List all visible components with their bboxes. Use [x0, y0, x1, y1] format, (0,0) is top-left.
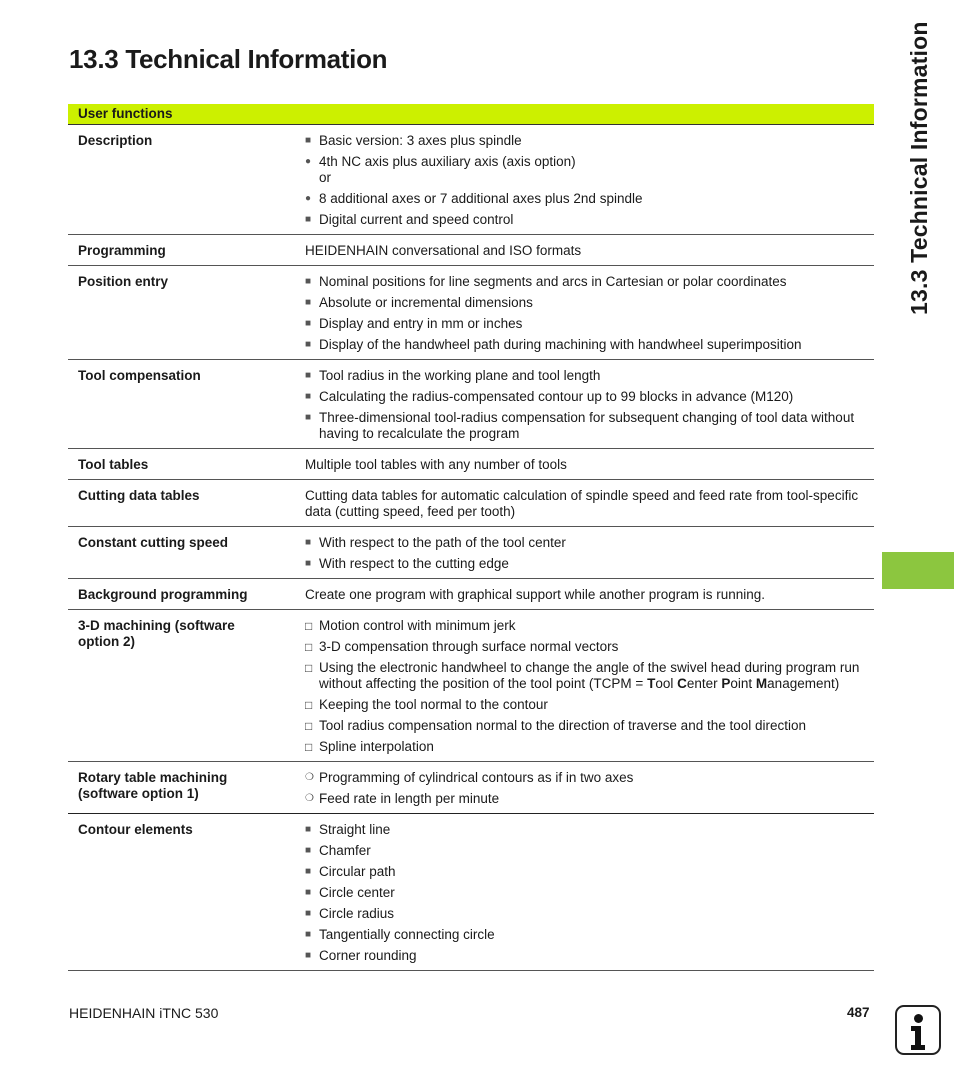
list-item	[305, 843, 874, 859]
list-item	[305, 948, 874, 964]
row-label: Tool tables	[78, 457, 149, 472]
row-label: 3-D machining (software option 2)	[78, 618, 235, 649]
square-bullet-icon: ■	[305, 412, 312, 423]
list-item-text: Spline interpolation	[319, 739, 434, 754]
list-item	[305, 154, 874, 170]
row-label: Rotary table machining (software option 1)	[78, 770, 228, 801]
row-text: Create one program with graphical support while another program is running.	[305, 587, 765, 602]
square-bullet-icon: ■	[305, 887, 312, 898]
square-bullet-icon: ■	[305, 391, 312, 402]
table-row	[68, 814, 874, 971]
row-label: Contour elements	[78, 822, 193, 837]
user-functions-table	[68, 104, 874, 971]
list-item-text: Circular path	[319, 864, 396, 879]
box-bullet-icon: □	[305, 661, 313, 675]
footer-product-name: HEIDENHAIN iTNC 530	[69, 1005, 219, 1021]
square-bullet-icon: ■	[305, 558, 312, 569]
table-row	[68, 527, 874, 579]
row-content	[305, 579, 874, 609]
footer-page-number: 487	[847, 1005, 870, 1020]
list-item-text: Tool radius in the working plane and tool length	[319, 368, 601, 383]
list-item	[305, 770, 874, 786]
or-separator: or	[319, 170, 332, 185]
table-row	[68, 449, 874, 480]
row-label: Programming	[78, 243, 166, 258]
table-row	[68, 235, 874, 266]
box-bullet-icon: □	[305, 740, 313, 754]
box-bullet-icon: □	[305, 640, 313, 654]
square-bullet-icon: ■	[305, 929, 312, 940]
list-item	[305, 618, 874, 634]
list-item-text: Motion control with minimum jerk	[319, 618, 516, 633]
list-item	[305, 660, 874, 692]
table-row	[68, 610, 874, 762]
list-item-text: Using the electronic handwheel to change the angle of the swivel head during program run without affecting the position of the tool point (TCPM = Tool Center Point Management)	[319, 660, 860, 691]
list-item	[305, 191, 874, 207]
row-label: Cutting data tables	[78, 488, 200, 503]
square-bullet-icon: ■	[305, 276, 312, 287]
square-bullet-icon: ■	[305, 824, 312, 835]
table-row	[68, 480, 874, 527]
square-bullet-icon: ■	[305, 135, 312, 146]
row-label: Tool compensation	[78, 368, 201, 383]
list-item-text: 3-D compensation through surface normal vectors	[319, 639, 619, 654]
circle-bullet-icon: ●	[305, 193, 312, 204]
list-item	[305, 791, 874, 807]
table-rows	[68, 125, 874, 971]
table-row	[68, 266, 874, 360]
list-item	[305, 639, 874, 655]
row-content	[305, 266, 874, 359]
row-label: Position entry	[78, 274, 169, 289]
row-content	[305, 235, 874, 265]
list-item	[305, 212, 874, 228]
square-bullet-icon: ■	[305, 339, 312, 350]
row-label: Description	[78, 133, 153, 148]
table-row	[68, 360, 874, 449]
list-item-text: Keeping the tool normal to the contour	[319, 697, 548, 712]
list-item	[305, 535, 874, 551]
list-item-text: With respect to the path of the tool center	[319, 535, 566, 550]
info-icon	[895, 1005, 941, 1055]
table-row	[68, 125, 874, 235]
page-title: 13.3 Technical Information	[69, 44, 388, 74]
list-item	[305, 906, 874, 922]
info-icon-stem	[909, 1026, 927, 1050]
table-row	[68, 762, 874, 814]
list-item	[305, 697, 874, 713]
square-bullet-icon: ■	[305, 845, 312, 856]
list-item	[305, 337, 874, 353]
list-item-text: Three-dimensional tool-radius compensation for subsequent changing of tool data without having to recalculate the program	[319, 410, 855, 441]
row-text: Cutting data tables for automatic calculation of spindle speed and feed rate from tool-specific data (cutting speed, feed per tooth)	[305, 488, 859, 519]
square-bullet-icon: ■	[305, 908, 312, 919]
list-item-text: Digital current and speed control	[319, 212, 514, 227]
row-content	[305, 527, 874, 578]
list-item-text: Display and entry in mm or inches	[319, 316, 523, 331]
list-item	[305, 556, 874, 572]
row-text: Multiple tool tables with any number of tools	[305, 457, 567, 472]
square-bullet-icon: ■	[305, 370, 312, 381]
row-content	[305, 360, 874, 448]
list-item-text: Feed rate in length per minute	[319, 791, 500, 806]
list-item-text: With respect to the cutting edge	[319, 556, 509, 571]
list-item	[305, 718, 874, 734]
row-content	[305, 125, 874, 234]
list-item-text: Display of the handwheel path during machining with handwheel superimposition	[319, 337, 802, 352]
list-item	[305, 274, 874, 290]
list-item-text: Circle center	[319, 885, 395, 900]
square-bullet-icon: ■	[305, 950, 312, 961]
row-label: Constant cutting speed	[78, 535, 229, 550]
list-item	[305, 864, 874, 880]
list-item	[305, 822, 874, 838]
square-bullet-icon: ■	[305, 866, 312, 877]
row-content	[305, 610, 874, 761]
list-item	[305, 316, 874, 332]
list-item	[305, 389, 874, 405]
list-item	[305, 885, 874, 901]
list-item	[305, 368, 874, 384]
list-item-text: 4th NC axis plus auxiliary axis (axis option)	[319, 154, 576, 169]
list-item-text: Circle radius	[319, 906, 395, 921]
row-content	[305, 762, 874, 813]
list-item-text: Absolute or incremental dimensions	[319, 295, 533, 310]
row-text: HEIDENHAIN conversational and ISO formats	[305, 243, 582, 258]
side-chapter-title: 13.3 Technical Information	[906, 21, 932, 315]
info-icon-dot	[914, 1014, 923, 1023]
circle-bullet-icon: ●	[305, 156, 312, 167]
square-bullet-icon: ■	[305, 297, 312, 308]
list-item	[305, 295, 874, 311]
box-bullet-icon: □	[305, 719, 313, 733]
list-item-text: Programming of cylindrical contours as if in two axes	[319, 770, 634, 785]
box-bullet-icon: □	[305, 698, 313, 712]
list-item-text: Chamfer	[319, 843, 371, 858]
row-label: Background programming	[78, 587, 248, 602]
list-item-text: Corner rounding	[319, 948, 417, 963]
square-bullet-icon: ■	[305, 214, 312, 225]
row-content	[305, 814, 874, 970]
list-item	[305, 410, 874, 442]
square-bullet-icon: ■	[305, 318, 312, 329]
box-bullet-icon: □	[305, 619, 313, 633]
list-item-text: Tool radius compensation normal to the direction of traverse and the tool direction	[319, 718, 807, 733]
list-item-text: Tangentially connecting circle	[319, 927, 495, 942]
row-content	[305, 449, 874, 479]
chapter-tab-marker	[882, 552, 954, 589]
list-item	[305, 739, 874, 755]
table-row	[68, 579, 874, 610]
row-content	[305, 480, 874, 526]
square-bullet-icon: ■	[305, 537, 312, 548]
list-item-text: Nominal positions for line segments and arcs in Cartesian or polar coordinates	[319, 274, 787, 289]
list-item-text: Basic version: 3 axes plus spindle	[319, 133, 522, 148]
ring-bullet-icon: ❍	[305, 793, 314, 804]
table-section-header: User functions	[68, 104, 874, 125]
ring-bullet-icon: ❍	[305, 772, 314, 783]
list-item	[305, 927, 874, 943]
list-item-text: 8 additional axes or 7 additional axes plus 2nd spindle	[319, 191, 643, 206]
list-item-text: Calculating the radius-compensated contour up to 99 blocks in advance (M120)	[319, 389, 794, 404]
list-item	[305, 133, 874, 149]
list-item-text: Straight line	[319, 822, 391, 837]
